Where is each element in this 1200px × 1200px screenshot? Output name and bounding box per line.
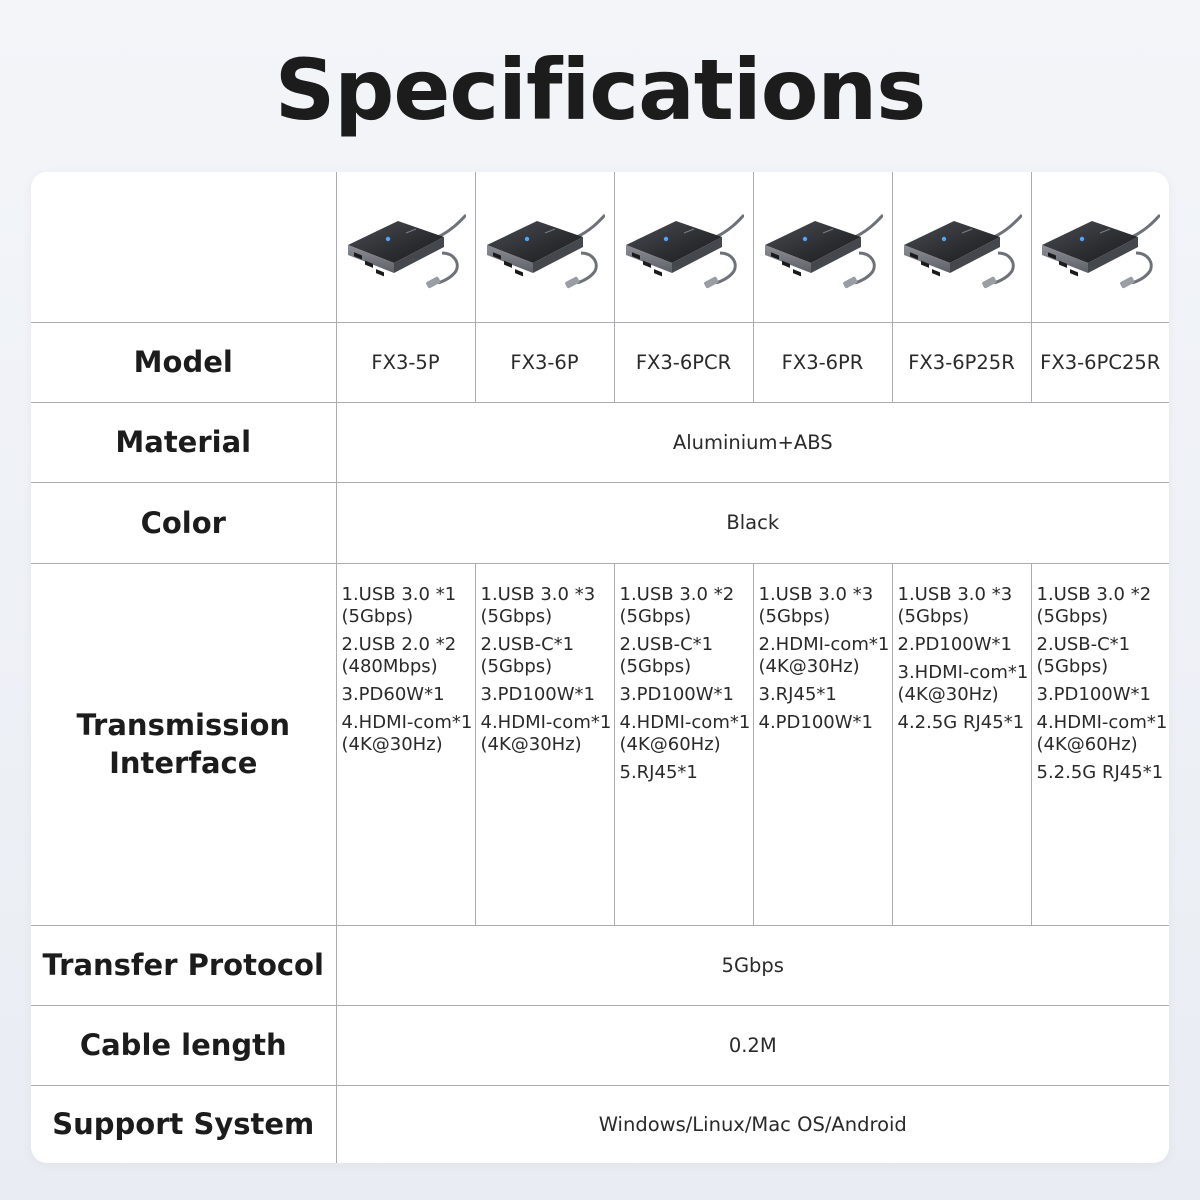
model-name: FX3-5P [336, 322, 475, 402]
transfer-protocol-label: Transfer Protocol [31, 925, 336, 1005]
transmission-label-line: Transmission [76, 708, 291, 742]
interface-item: (5Gbps) [341, 605, 414, 627]
material-label: Material [31, 402, 336, 482]
interface-item: (5Gbps) [480, 655, 553, 677]
product-image-cell [336, 172, 475, 322]
interface-list [1031, 563, 1169, 925]
interface-item: 4.HDMI-com*1 [619, 711, 751, 733]
transmission-interface-row [31, 563, 1169, 925]
interface-item: (4K@30Hz) [897, 683, 999, 705]
page-title: Specifications [274, 41, 926, 139]
interface-item: 2.PD100W*1 [897, 633, 1012, 655]
transfer-protocol-row [31, 925, 1169, 1005]
interface-item: 4.HDMI-com*1 [1036, 711, 1168, 733]
interface-item: 2.USB-C*1 [619, 633, 714, 655]
transmission-interface-label [31, 563, 336, 925]
usb-hub-product-icon [476, 197, 614, 297]
interface-item: 3.HDMI-com*1 [897, 661, 1029, 683]
usb-hub-product-icon [615, 197, 753, 297]
interface-item: 1.USB 3.0 *3 [758, 583, 874, 605]
interface-item: 5.RJ45*1 [619, 761, 698, 783]
interface-item: 3.PD100W*1 [480, 683, 595, 705]
interface-list [336, 563, 475, 925]
interface-label-line: Interface [109, 746, 258, 780]
interface-item: (5Gbps) [758, 605, 831, 627]
usb-hub-product-icon [337, 197, 475, 297]
interface-item: 3.RJ45*1 [758, 683, 837, 705]
interface-item: 1.USB 3.0 *3 [897, 583, 1013, 605]
interface-item: 2.USB 2.0 *2 [341, 633, 457, 655]
interface-item: (5Gbps) [897, 605, 970, 627]
color-label: Color [31, 482, 336, 563]
spec-table-card [31, 172, 1169, 1163]
product-image-row [31, 172, 1169, 322]
cable-length-label: Cable length [31, 1005, 336, 1085]
support-system-label: Support System [31, 1085, 336, 1163]
product-image-cell [892, 172, 1031, 322]
interface-item: (5Gbps) [480, 605, 553, 627]
support-system-value: Windows/Linux/Mac OS/Android [336, 1085, 1169, 1163]
support-system-row [31, 1085, 1169, 1163]
interface-item: 1.USB 3.0 *2 [1036, 583, 1152, 605]
interface-list [753, 563, 892, 925]
interface-item: (4K@30Hz) [341, 733, 443, 755]
interface-item: (5Gbps) [619, 605, 692, 627]
interface-item: 1.USB 3.0 *2 [619, 583, 735, 605]
interface-item: 3.PD100W*1 [619, 683, 734, 705]
usb-hub-product-icon [754, 197, 892, 297]
product-image-cell [614, 172, 753, 322]
interface-item: 5.2.5G RJ45*1 [1036, 761, 1164, 783]
interface-item: (5Gbps) [1036, 655, 1109, 677]
model-name: FX3-6PC25R [1031, 322, 1169, 402]
interface-item: 2.HDMI-com*1 [758, 633, 890, 655]
color-row [31, 482, 1169, 563]
transfer-protocol-value: 5Gbps [336, 925, 1169, 1005]
product-image-cell [475, 172, 614, 322]
model-name: FX3-6PR [753, 322, 892, 402]
usb-hub-product-icon [1032, 197, 1170, 297]
interface-list [892, 563, 1031, 925]
interface-item: 2.USB-C*1 [480, 633, 575, 655]
cable-length-row [31, 1005, 1169, 1085]
color-value: Black [336, 482, 1169, 563]
interface-list [475, 563, 614, 925]
interface-item: (5Gbps) [1036, 605, 1109, 627]
model-row [31, 322, 1169, 402]
interface-item: 4.2.5G RJ45*1 [897, 711, 1025, 733]
interface-item: (4K@60Hz) [619, 733, 721, 755]
interface-item: 1.USB 3.0 *1 [341, 583, 457, 605]
corner-cell [31, 172, 336, 322]
interface-item: 4.PD100W*1 [758, 711, 873, 733]
interface-item: (4K@30Hz) [480, 733, 582, 755]
interface-item: 4.HDMI-com*1 [341, 711, 473, 733]
cable-length-value: 0.2M [336, 1005, 1169, 1085]
interface-item: 3.PD60W*1 [341, 683, 445, 705]
spec-table [31, 172, 1169, 1163]
model-name: FX3-6P [475, 322, 614, 402]
model-name: FX3-6PCR [614, 322, 753, 402]
product-image-cell [1031, 172, 1169, 322]
product-image-cell [753, 172, 892, 322]
interface-item: 1.USB 3.0 *3 [480, 583, 596, 605]
interface-item: 2.USB-C*1 [1036, 633, 1131, 655]
interface-list [614, 563, 753, 925]
interface-item: (5Gbps) [619, 655, 692, 677]
model-name: FX3-6P25R [892, 322, 1031, 402]
interface-item: (4K@30Hz) [758, 655, 860, 677]
interface-item: (4K@60Hz) [1036, 733, 1138, 755]
interface-item: 4.HDMI-com*1 [480, 711, 612, 733]
material-row [31, 402, 1169, 482]
interface-item: 3.PD100W*1 [1036, 683, 1151, 705]
material-value: Aluminium+ABS [336, 402, 1169, 482]
usb-hub-product-icon [893, 197, 1031, 297]
interface-item: (480Mbps) [341, 655, 438, 677]
model-label: Model [31, 322, 336, 402]
